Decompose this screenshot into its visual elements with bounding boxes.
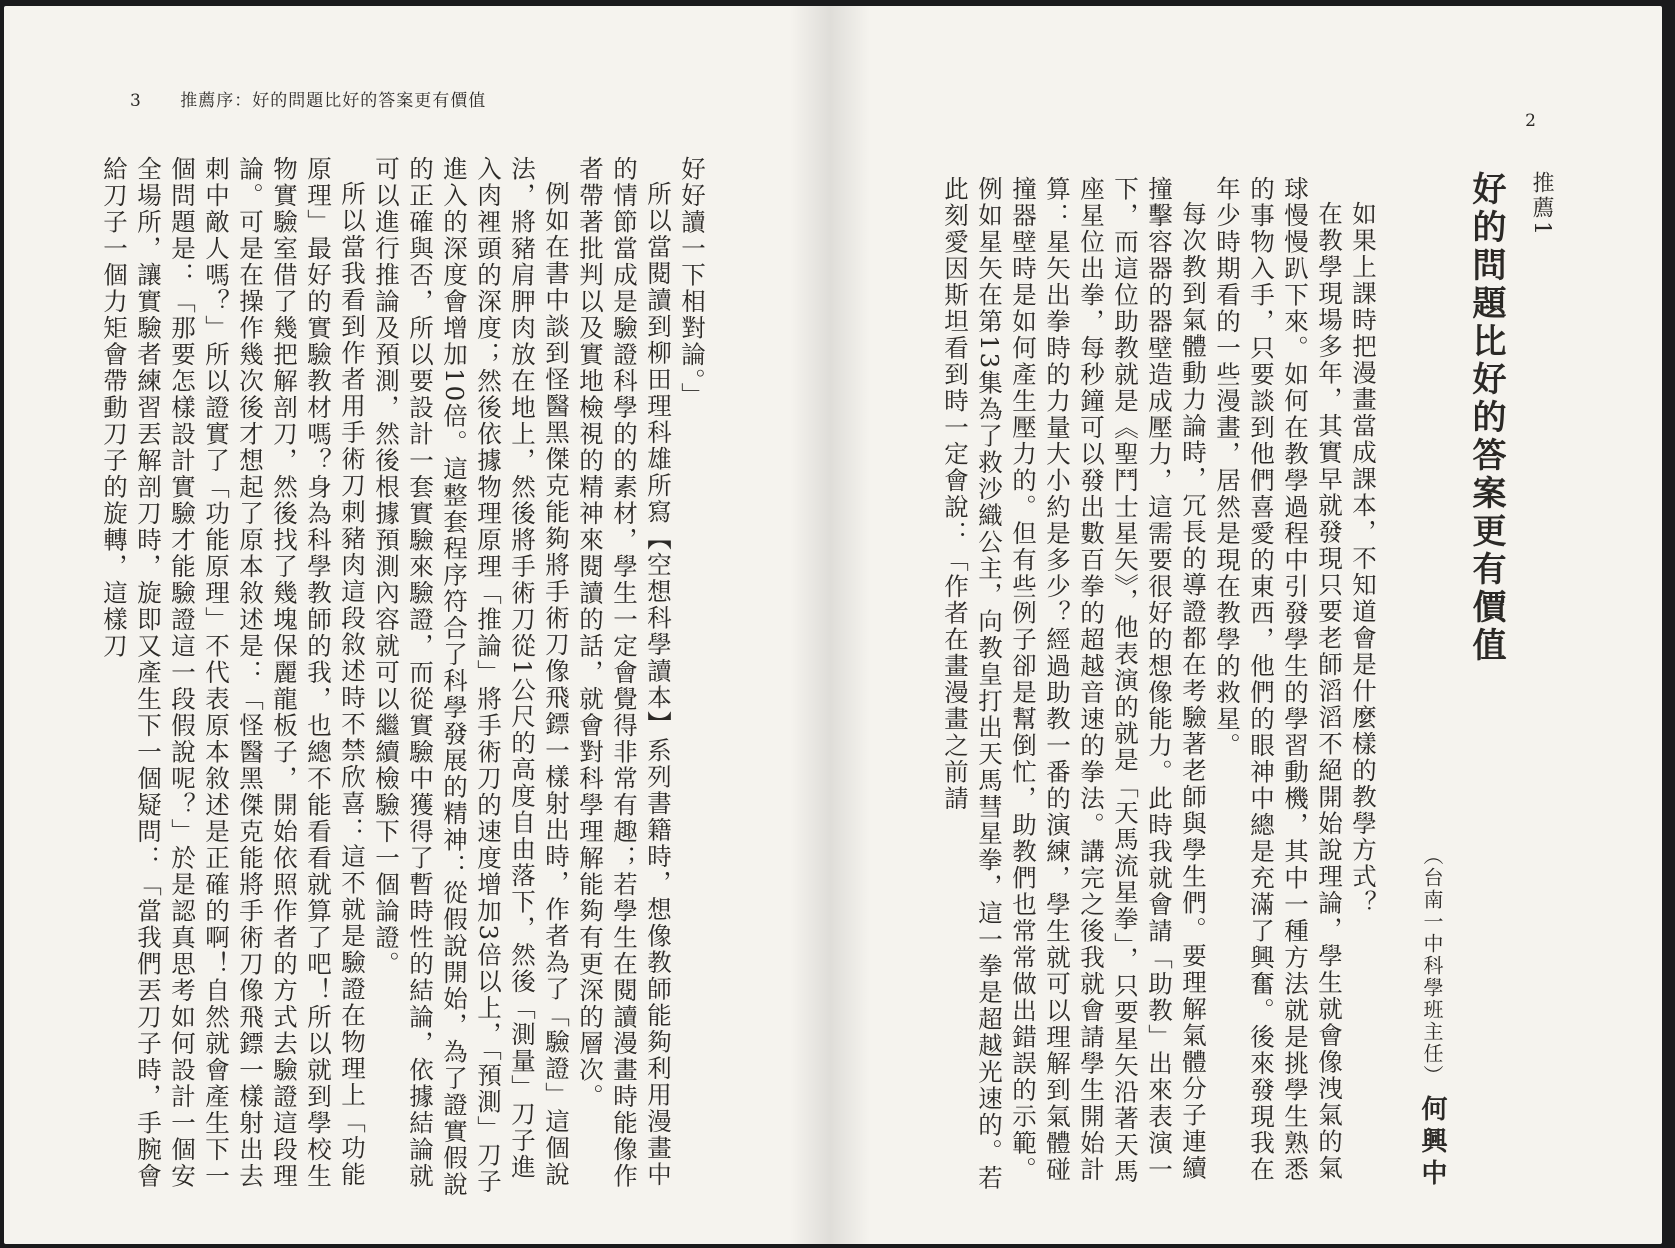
paragraph: 如果上課時把漫畫當成課本，不知道會是什麼樣的教學方式？: [1349, 200, 1378, 916]
left-body-text: [100, 156, 709, 1206]
paragraph: 在教學現場多年，其實早就發現只要老師滔滔不絕開始說理論，學生就會像洩氣的氣球慢慢趴下來。如何在教學過程中引發學生的學習動機，其中一種方法就是挑學生熟悉的事物入手，只要談到他們喜愛的東西，他們的眼神中總是充滿了興奮。後來發現我在年少時期看的一些漫畫，居然是現在教學的救星。: [1213, 176, 1344, 1183]
chapter-title: 好的問題比好的答案更有價值: [1466, 171, 1506, 665]
left-page: [4, 6, 830, 1244]
author-name: 何興中: [1417, 1095, 1447, 1191]
author-line: [1414, 845, 1451, 1191]
running-header-title: 推薦序：好的問題比好的答案更有價值: [180, 91, 487, 111]
paragraph: 例如在書中談到怪醫黑傑克能夠將手術刀像飛鏢一樣射出時，作者為了「驗證」這個說法，將豬肩胛肉放在地上，然後將手術刀從1公尺的高度自由落下，然後「測量」刀子進入肉裡頭的深度；然後依據物理原理「推論」將手術刀的速度增加3倍以上，「預測」刀子進入的深度會增加10倍。這整套程序符合了科學發展的精神：從假說開始，為了證實假說的正確與否，所以要設計一套實驗來驗證，而從實驗中獲得了暫時性的結論，依據結論就可以進行推論及預測，然後根據預測內容就可以繼續檢驗下一個論證。: [372, 156, 571, 1199]
author-affiliation: （台南一中科學班主任）: [1420, 845, 1444, 1087]
chapter-label: 推薦1: [1529, 171, 1554, 238]
right-page: [830, 6, 1662, 1244]
chapter-title-block: [1406, 171, 1566, 1191]
right-body-text: [940, 176, 1380, 1206]
page-number: 2: [1525, 111, 1536, 131]
page-number: 3: [130, 91, 142, 111]
paragraph: 所以當我看到作者用手術刀刺豬肉這段敘述時不禁欣喜：這不就是驗證在物理上「功能原理」最好的實驗教材嗎？身為科學教師的我，也總不能看看就算了吧！所以就到學校生物實驗室借了幾把解剖刀，然後找了幾塊保麗龍板子，開始依照作者的方式去驗證這段理論。可是在操作幾次後才想起了原本敘述是：「怪醫黑傑克能將手術刀像飛鏢一樣射出去刺中敵人嗎？」所以證實了「功能原理」不代表原本敘述是正確的啊！自然就會產生下一個問題是：「那要怎樣設計實驗才能驗證這一段假說呢？」於是認真思考如何設計一個安全場所，讓實驗者練習丟解剖刀時，旋即又產生下一個疑問：「當我們丟刀子時，手腕會給刀子一個力矩會帶動刀子的旋轉，這樣刀: [100, 156, 367, 1190]
paragraph: 好好讀一下相對論。」: [678, 156, 707, 409]
paragraph: 每次教到氣體動力論時，冗長的導證都在考驗著老師與學生們。要理解氣體分子連續撞擊容器的器壁造成壓力，這需要很好的想像能力。此時我就會請「助教」出來表演一下，而這位助教就是《聖鬥士星矢》，他表演的就是「天馬流星拳」，只要星矢沿著天馬座星位出拳，每秒鐘可以發出數百拳的超越音速的拳法。講完之後我就會請學生開始計算：星矢出拳時的力量大小約是多少？經過助教一番的演練，學生就可以理解到氣體碰撞器壁時是如何產生壓力的。但有些例子卻是幫倒忙，助教們也常常做出錯誤的示範。例如星矢在第13集為了救沙織公主，向教皇打出天馬彗星拳，這一拳是超越光速的。若此刻愛因斯坦看到時一定會說：「作者在畫漫畫之前請: [941, 176, 1208, 1192]
paragraph: 所以當閱讀到柳田理科雄所寫【空想科學讀本】系列書籍時，想像教師能夠利用漫畫中的情節當成是驗證科學的的素材，學生一定會覺得非常有趣；若學生在閱讀漫畫時能像作者帶著批判以及實地檢視的精神來閱讀的話，就會對科學理解能夠有更深的層次。: [576, 156, 673, 1190]
running-header: [130, 86, 486, 111]
